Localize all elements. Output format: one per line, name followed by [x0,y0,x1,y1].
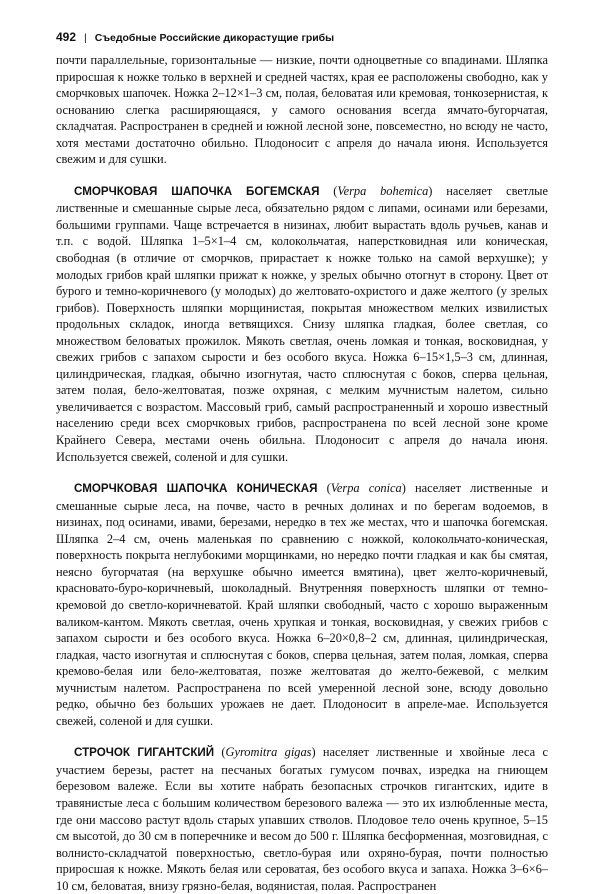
entry-verpa-bohemica: СМОРЧКОВАЯ ШАПОЧКА БОГЕМСКАЯ (Verpa bohemica) населяет светлые лиственные и смешанные сырые леса, обязательно рядом с липами, осинами или березами, большими группами. Чаще встречается в низинах, любит вырастать вдоль ручьев, канав и т.п. с водой. Шляпка 1–5×1–4 см, колокольчатая, наперстковидная или коническая, свободная (в отличие от сморчков, прирастает к ножке только на самой верхушке); у молодых грибов край шляпки прижат к ножке, у зрелых обычно отогнут в сторону. Цвет от бурого и темно-коричневого (у молодых) до желтовато-охристого и даже желтого (у зрелых грибов). Поверхность шляпки морщинистая, покрытая множеством мелких извилистых продольных складок, иногда ветвящихся. Снизу шляпка гладкая, более светлая, со множеством беловатых прожилок. Мякоть светлая, очень ломкая и тонкая, восковидная, у свежих грибов с запахом сырости и без особого вкуса. Ножка 6–15×1,5–3 см, длинная, цилиндрическая, гладкая, обычно изогнутая, часто сплюснутая с боков, сперва цельная, затем полая, бело-желтоватая, позже охряная, с мелким мучнистым налетом, сильно увеличивается с возрастом. Массовый гриб, самый распространенный и хорошо известный населению среди всех сморчковых грибов, распространена по всей лесной зоне кроме Крайнего Севера, местами очень обильна. Плодоносит с апреля до начала июня. Используется свежей, соленой и для сушки. [56,183,548,464]
paragraph-text: почти параллельные, горизонтальные — низкие, почти одноцветные со впадинами. Шляпка приросшая к ножке только в верхней и средней частях, края ее расположены свободно, как у сморчковых шапочек. Ножка 2–12×1–3 см, полая, беловатая или кремовая, тонкозернистая, к основанию слегка расширяющаяся, у самого основания всегда ямчато-бугорчатая, складчатая. Распространен в средней и южной лесной зоне, повсеместно, но всюду не часто, хотя местами достаточно обильно. Плодоносит с апреля до начала июня. Используется свежим и для сушки. [56,53,548,167]
entry-gyromitra-gigas: СТРОЧОК ГИГАНТСКИЙ (Gyromitra gigas) населяет лиственные и хвойные леса с участием березы, растет на песчаных богатых гумусом почвах, изредка на гниющем березовом валеже. Если вы хотите набрать безопасных строчков гигантских, идите в травянистые леса с большим количеством березового валежа — это их излюбленные места, где они массово растут вдоль старых упавших стволов. Плодовое тело очень крупное, 5–15 см высотой, до 30 см в поперечнике и весом до 500 г. Шляпка бесформенная, мозговидная, с волнисто-складчатой поверхностью, светло-бурая или охряно-бурая, почти полностью приросшая к ножке. Мякоть белая или сероватая, без особого вкуса и запаха. Ножка 3–6×6–10 см, беловатая, внизу грязно-белая, водянистая, полая. Распространен [56,745,548,893]
entry-term: СМОРЧКОВАЯ ШАПОЧКА КОНИЧЕСКАЯ [74,482,318,496]
running-header [56,30,560,44]
entry-term: СМОРЧКОВАЯ ШАПОЧКА БОГЕМСКАЯ [74,184,320,198]
entry-verpa-conica: СМОРЧКОВАЯ ШАПОЧКА КОНИЧЕСКАЯ (Verpa conica) населяет лиственные и смешанные сырые леса, на почве, часто в речных долинах и по берегам водоемов, в низинах, под осинами, ивами, березами, нередко в тех же местах, что и шапочка богемская. Шляпка 2–4 см, очень маленькая по сравнению с ножкой, колокольчато-коническая, поверхность покрыта неглубокими морщинками, но нередко почти гладкая и как бы смятая, неясно бугорчатая (на верхушке обычно имеется вмятина), цвет желто-коричневый, красновато-буро-коричневый, шоколадный. Внутренняя поверхность шляпки от темно-кремовой до светло-коричневатой. Край шляпки свободный, часто с хорошо выраженным валиком-кантом. Мякоть светлая, очень хрупкая и тонкая, восковидная, у свежих грибов с запахом сырости и без особого вкуса. Ножка 6–20×0,8–2 см, длинная, цилиндрическая, гладкая, часто изогнутая и сплюснутая с боков, сперва цельная, затем полая, ломкая, сперва кремово-белая или бело-желтоватая, позже желтоватая до желто-бежевой, с мелким мучнистым налетом. Распространена по всей умеренной лесной зоне, всюду довольно редко, обычно без больших урожаев не дает. Плодоносит в апреле-мае. Используется свежей, соленой и для сушки. [56,481,548,728]
text-column [56,52,548,894]
paragraph-continuation [56,52,548,168]
entry-text: населяет лиственные и хвойные леса с участием березы, растет на песчаных богатых гумусом почвах, изредка на гниющем березовом валеже. Если вы хотите набрать безопасных строчков гигантских, идите в травянистые леса с большим количеством березового валежа — это их излюбленные места, где они массово растут вдоль старых упавших стволов. Плодовое тело очень крупное, 5–15 см высотой, до 30 см в поперечнике и весом до 500 г. Шляпка бесформенная, мозговидная, с волнисто-складчатой поверхностью, светло-бурая или охряно-бурая, почти полностью приросшая к ножке. Мякоть белая или сероватая, без особого вкуса и запаха. Ножка 3–6×6–10 см, беловатая, внизу грязно-белая, водянистая, полая. Распространен [56,745,548,893]
entry-latin-name: Verpa bohemica [337,183,429,198]
entry-text: населяет лиственные и смешанные сырые леса, на почве, часто в речных долинах и по берегам водоемов, в низинах, под осинами, ивами, березами, нередко в тех же местах, что и шапочка богемская. Шляпка 2–4 см, очень маленькая по сравнению с ножкой, колокольчато-коническая, поверхность покрыта неглубокими морщинками, но нередко почти гладкая и как бы смятая, неясно бугорчатая (на верхушке обычно имеется вмятина), цвет желто-коричневый, красновато-буро-коричневый, шоколадный. Внутренняя поверхность шляпки от темно-кремовой до светло-коричневатой. Край шляпки свободный, часто с хорошо выраженным валиком-кантом. Мякоть светлая, очень хрупкая и тонкая, восковидная, у свежих грибов с запахом сырости и без особого вкуса. Ножка 6–20×0,8–2 см, длинная, цилиндрическая, гладкая, часто изогнутая и сплюснутая с боков, сперва цельная, затем полая, ломкая, сперва кремово-белая или бело-желтоватая, позже желтоватая до желто-бежевой, с мелким мучнистым налетом. Распространена по всей умеренной лесной зоне, всюду довольно редко, обычно без больших урожаев не дает. Плодоносит в апреле-мае. Используется свежей, соленой и для сушки. [56,481,548,728]
page-number: 492 [56,30,77,44]
entry-latin-name: Gyromitra gigas [225,745,312,760]
running-title: Съедобные Российские дикорастущие грибы [94,32,335,44]
entry-latin-name: Verpa conica [330,481,402,496]
entry-text: населяет светлые лиственные и смешанные сырые леса, обязательно рядом с липами, осинами или березами, большими группами. Чаще встречается в низинах, любит вырастать вдоль ручьев, канав и т.п. с водой. Шляпка 1–5×1–4 см, колокольчатая, наперстковидная или коническая, свободная (в отличие от сморчков, прирастает к ножке только на самой верхушке); у молодых грибов край шляпки прижат к ножке, у зрелых обычно отогнут в сторону. Цвет от бурого и темно-коричневого (у молодых) до желтовато-охристого и даже желтого (у зрелых грибов). Поверхность шляпки морщинистая, покрытая множеством мелких извилистых продольных складок, иногда ветвящихся. Снизу шляпка гладкая, более светлая, со множеством беловатых прожилок. Мякоть светлая, очень ломкая и тонкая, восковидная, у свежих грибов с запахом сырости и без особого вкуса. Ножка 6–15×1,5–3 см, длинная, цилиндрическая, гладкая, обычно изогнутая, часто сплюснутая с боков, сперва цельная, затем полая, бело-желтоватая, позже охряная, с мелким мучнистым налетом, сильно увеличивается с возрастом. Массовый гриб, самый распространенный и хорошо известный населению среди всех сморчковых грибов, распространена по всей лесной зоне кроме Крайнего Севера, местами очень обильна. Плодоносит с апреля до начала июня. Используется свежей, соленой и для сушки. [56,183,548,464]
entry-term: СТРОЧОК ГИГАНТСКИЙ [74,746,215,760]
header-separator: | [84,32,87,44]
